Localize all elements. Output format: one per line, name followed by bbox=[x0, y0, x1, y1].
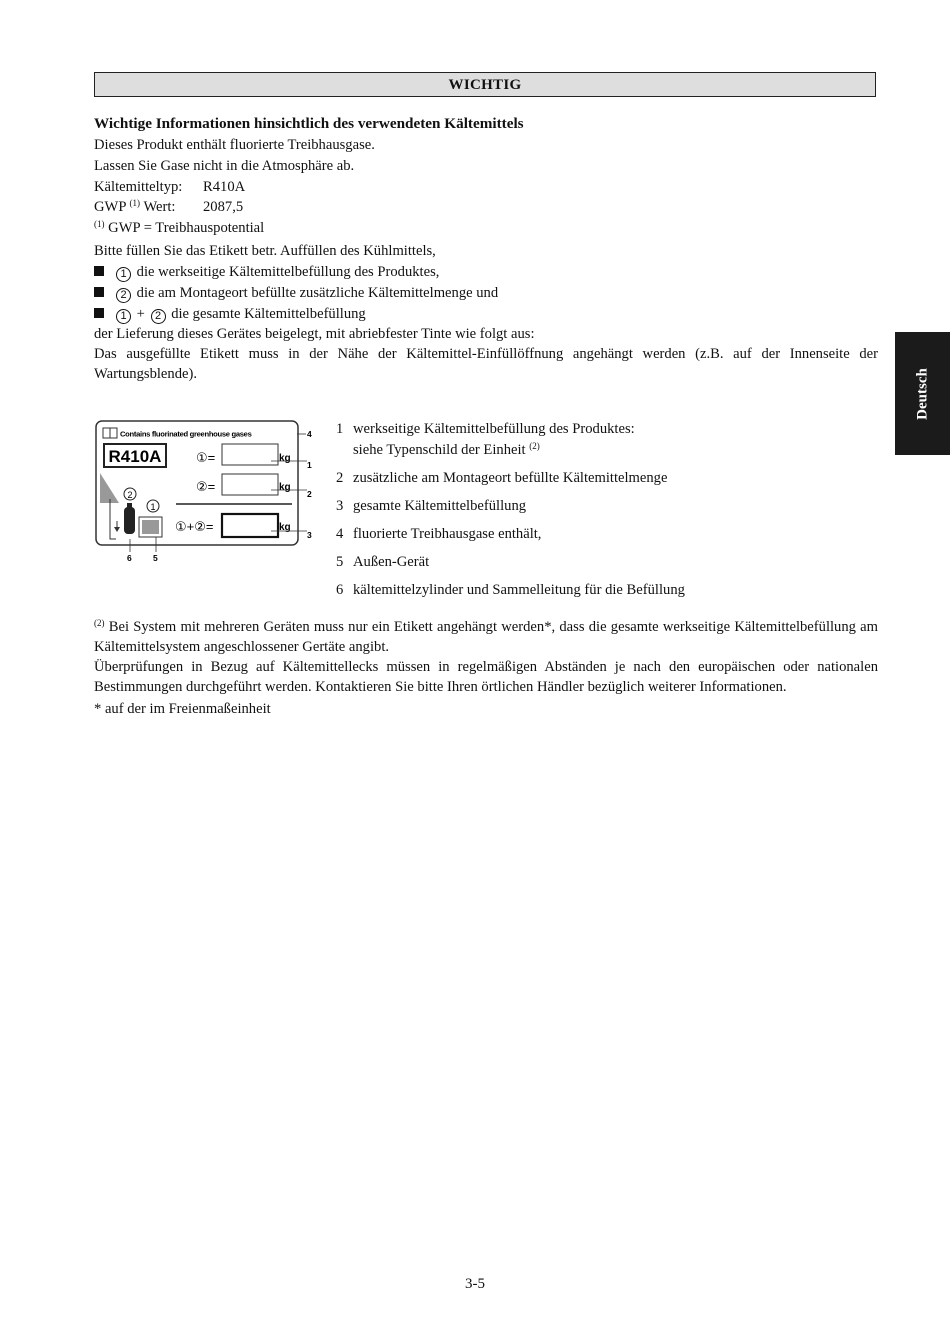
legend-item-1: 1 werkseitige Kältemittelbefüllung des Produktes: bbox=[336, 421, 635, 437]
plus-sign: + bbox=[136, 306, 145, 322]
row-3-label: ①+②= bbox=[175, 519, 214, 534]
section-heading: Wichtige Informationen hinsichtlich des verwendeten Kältemittels bbox=[94, 115, 524, 132]
gwp-label-post: Wert: bbox=[143, 199, 176, 215]
row-1-field bbox=[222, 444, 278, 465]
footnote-2 bbox=[94, 617, 878, 657]
bullet-2 bbox=[94, 283, 498, 303]
section-header: WICHTIG bbox=[94, 72, 876, 97]
row-2-unit: kg bbox=[279, 482, 291, 493]
language-tab bbox=[895, 332, 950, 455]
footnote-2-sup: (2) bbox=[94, 618, 105, 628]
callout-2: 2 bbox=[307, 489, 312, 499]
legend-item-4: 4 fluorierte Treibhausgase enthält, bbox=[336, 526, 542, 542]
legend-item-3: 3 gesamte Kältemittelbefüllung bbox=[336, 498, 527, 514]
bullet-square-icon bbox=[94, 308, 104, 318]
bullet-square-icon bbox=[94, 266, 104, 276]
gas-name: R410A bbox=[108, 447, 162, 466]
refrigerant-type-label: Kältemitteltyp: bbox=[94, 179, 183, 195]
gwp-sup: (1) bbox=[129, 198, 141, 208]
circled-number: 2 bbox=[151, 309, 166, 324]
callout-6: 6 bbox=[127, 553, 132, 563]
svg-text:1: 1 bbox=[150, 502, 156, 512]
refrigerant-type-row bbox=[94, 177, 246, 197]
gwp-label: GWP bbox=[94, 199, 126, 215]
footnote-1 bbox=[94, 218, 264, 238]
bullet-3 bbox=[94, 304, 366, 324]
intro-line-2: Lassen Sie Gase nicht in die Atmosphäre ab. bbox=[94, 158, 355, 174]
row-1-unit: kg bbox=[279, 453, 291, 464]
footnote-1-sup: (1) bbox=[94, 219, 105, 229]
bullet-1 bbox=[94, 262, 439, 282]
legend-item-6: 6 kältemittelzylinder und Sammelleitung für die Befüllung bbox=[336, 582, 685, 598]
leak-check-paragraph: Überprüfungen in Bezug auf Kältemittellecks müssen in regelmäßigen Abständen je nach den europäischen oder nationalen Bestimmungen durchgeführt werden. Kontaktieren Sie bitte Ihren örtlichen Händler bezüglich weiterer Informationen. bbox=[94, 659, 878, 695]
gwp-row bbox=[94, 197, 244, 217]
instruction-line: Bitte füllen Sie das Etikett betr. Auffüllen des Kühlmittels, bbox=[94, 243, 436, 259]
row-3-unit: kg bbox=[279, 522, 291, 533]
row-2-field bbox=[222, 474, 278, 495]
bullet-square-icon bbox=[94, 287, 104, 297]
page-number: 3-5 bbox=[465, 1276, 485, 1292]
row-1-label: ①= bbox=[196, 450, 216, 465]
instruction-line-after: der Lieferung dieses Gerätes beigelegt, mit abriebfester Tinte wie folgt aus: bbox=[94, 326, 535, 342]
label-top-text: Contains fluorinated greenhouse gases bbox=[120, 429, 252, 439]
gwp-value: 2087,5 bbox=[203, 199, 244, 215]
circled-number: 1 bbox=[116, 267, 131, 282]
intro-line-1: Dieses Produkt enthält fluorierte Treibhausgase. bbox=[94, 137, 375, 153]
row-3-field bbox=[222, 514, 278, 537]
bullet-2-text: die am Montageort befüllte zusätzliche Kältemittelmenge und bbox=[136, 285, 499, 301]
row-2-label: ②= bbox=[196, 479, 216, 494]
asterisk-note: * auf der im Freienmaßeinheit bbox=[94, 701, 271, 717]
legend-item-1-sub: siehe Typenschild der Einheit $^{(2)}$ bbox=[353, 441, 540, 458]
legend-item-2: 2 zusätzliche am Montageort befüllte Kältemittelmenge bbox=[336, 470, 668, 486]
legend-item-5: 5 Außen-Gerät bbox=[336, 554, 430, 570]
svg-text:2: 2 bbox=[127, 490, 133, 500]
callout-3: 3 bbox=[307, 530, 312, 540]
circled-number: 1 bbox=[116, 309, 131, 324]
callout-5: 5 bbox=[153, 553, 158, 563]
bullet-1-text: die werkseitige Kältemittelbefüllung des Produktes, bbox=[136, 264, 440, 280]
language-tab-label: Deutsch bbox=[914, 367, 930, 420]
circled-number: 2 bbox=[116, 288, 131, 303]
footnote-1-text: GWP = Treibhauspotential bbox=[108, 220, 265, 236]
bullet-3-text: die gesamte Kältemittelbefüllung bbox=[171, 306, 366, 322]
label-figure bbox=[90, 415, 320, 570]
footnote-2-text: Bei System mit mehreren Geräten muss nur ein Etikett angehängt werden*, dass die gesamte werkseitige Kältemittelbefüllung am Kältemittelsystem angeschlossener Gertäte angibt. bbox=[94, 619, 879, 655]
callout-1: 1 bbox=[307, 460, 312, 470]
book-icon bbox=[103, 428, 117, 438]
instruction-paragraph: Das ausgefüllte Etikett muss in der Nähe der Kältemittel-Einfüllöffnung angehängt werden (z.B. auf der Innenseite der Wartungsblende). bbox=[94, 346, 878, 382]
refrigerant-type-value: R410A bbox=[203, 179, 246, 195]
callout-4: 4 bbox=[307, 429, 312, 439]
